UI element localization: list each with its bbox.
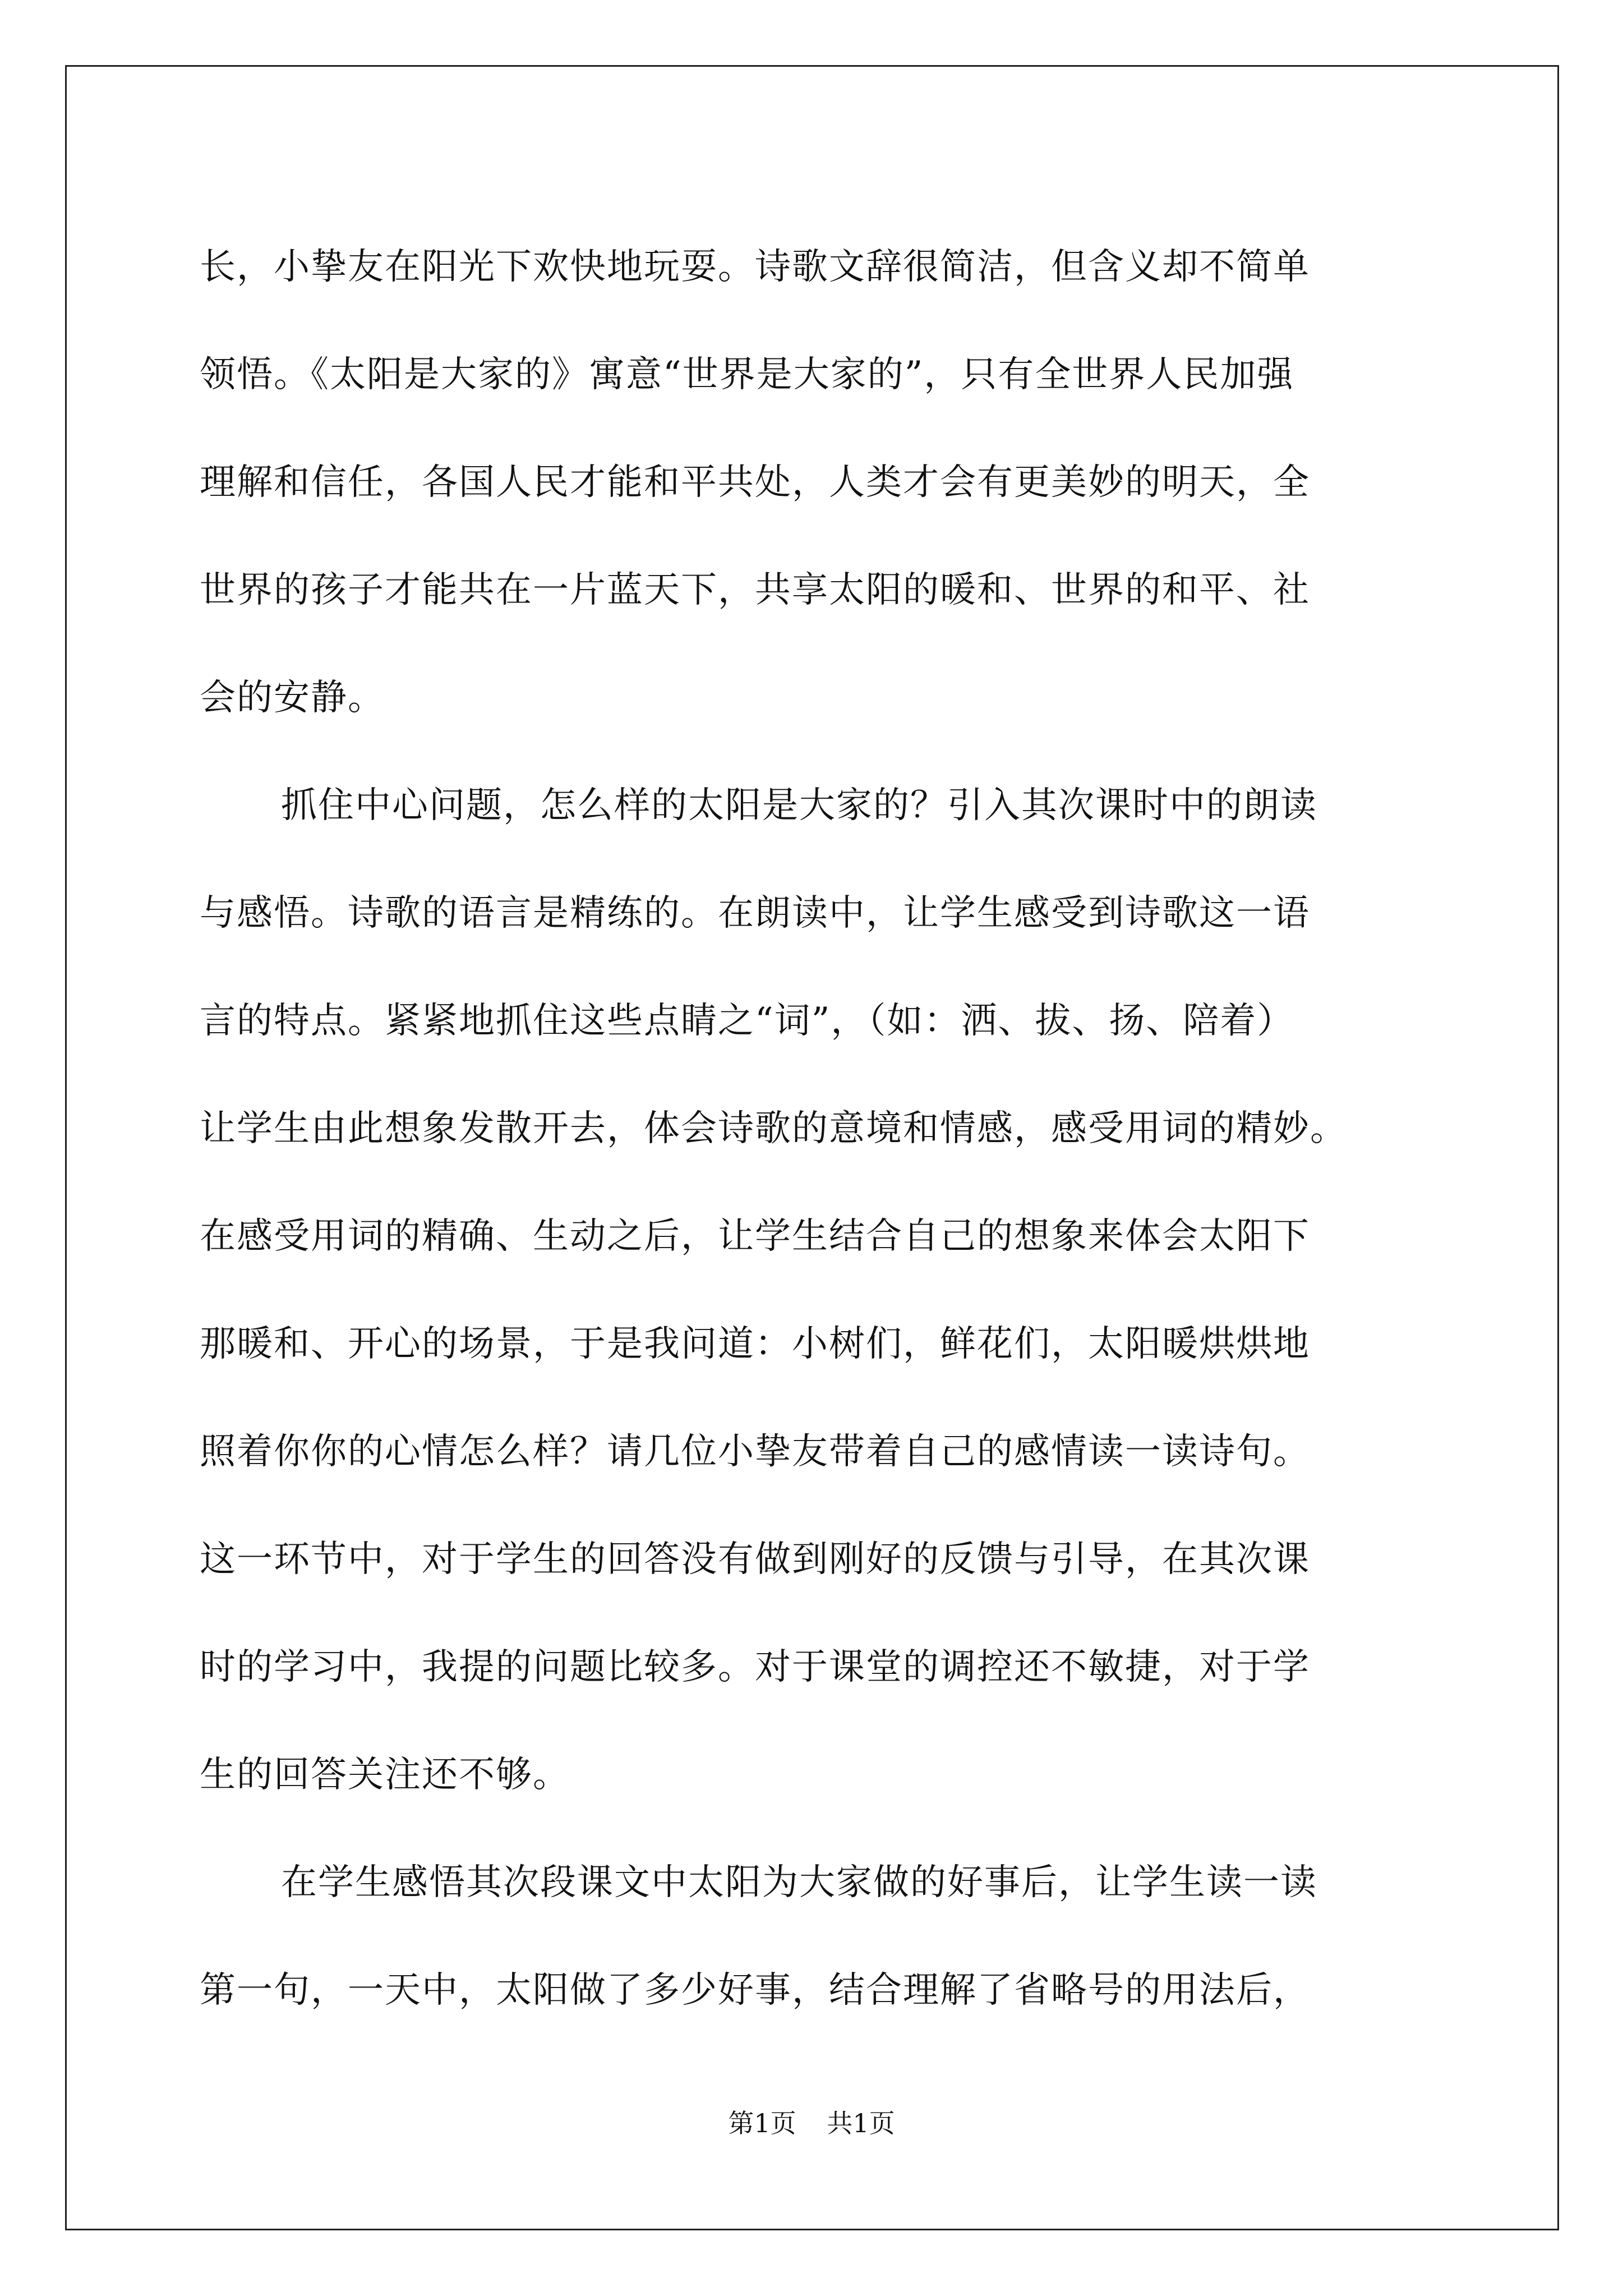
- page-footer: [0, 2106, 1623, 2140]
- text-line: 生的回答关注还不够。: [200, 1754, 570, 1796]
- text-line: 在学生感悟其次段课文中太阳为大家做的好事后，让学生读一读: [281, 1862, 1317, 1903]
- text-line: 抓住中心问题，怎么样的太阳是大家的？引入其次课时中的朗读: [281, 785, 1317, 826]
- text-line: 照着你你的心情怎么样？请几位小挚友带着自己的感情读一读诗句。: [200, 1431, 1310, 1473]
- paragraph-1: [200, 213, 1436, 752]
- text-line: 领悟。《太阳是大家的》寓意“世界是大家的”，只有全世界人民加强: [200, 354, 1294, 395]
- text-line: 这一环节中，对于学生的回答没有做到刚好的反馈与引导，在其次课: [200, 1539, 1310, 1580]
- paragraph-3: [200, 1829, 1436, 2044]
- document-body: [200, 213, 1436, 2044]
- text-line: 与感悟。诗歌的语言是精练的。在朗读中，让学生感受到诗歌这一语: [200, 892, 1310, 934]
- page-total: 共1页: [827, 2108, 895, 2138]
- text-line: 会的安静。: [200, 677, 385, 719]
- text-line: 时的学习中，我提的问题比较多。对于课堂的调控还不敏捷，对于学: [200, 1646, 1310, 1688]
- text-line: 理解和信任，各国人民才能和平共处，人类才会有更美妙的明天，全: [200, 462, 1310, 503]
- text-line: 第一句，一天中，太阳做了多少好事，结合理解了省略号的用法后，: [200, 1970, 1310, 2011]
- page-number: 第1页: [728, 2108, 796, 2138]
- text-line: 让学生由此想象发散开去，体会诗歌的意境和情感，感受用词的精妙。: [200, 1108, 1347, 1149]
- text-line: 那暖和、开心的场景，于是我问道：小树们，鲜花们，太阳暖烘烘地: [200, 1323, 1310, 1365]
- paragraph-2: [200, 752, 1436, 1829]
- text-line: 在感受用词的精确、生动之后，让学生结合自己的想象来体会太阳下: [200, 1216, 1310, 1257]
- text-line: 言的特点。紧紧地抓住这些点睛之“词”，（如：洒、拔、扬、陪着）: [200, 1000, 1294, 1042]
- text-line: 长，小挚友在阳光下欢快地玩耍。诗歌文辞很简洁，但含义却不简单: [200, 246, 1310, 288]
- text-line: 世界的孩子才能共在一片蓝天下，共享太阳的暖和、世界的和平、社: [200, 569, 1310, 611]
